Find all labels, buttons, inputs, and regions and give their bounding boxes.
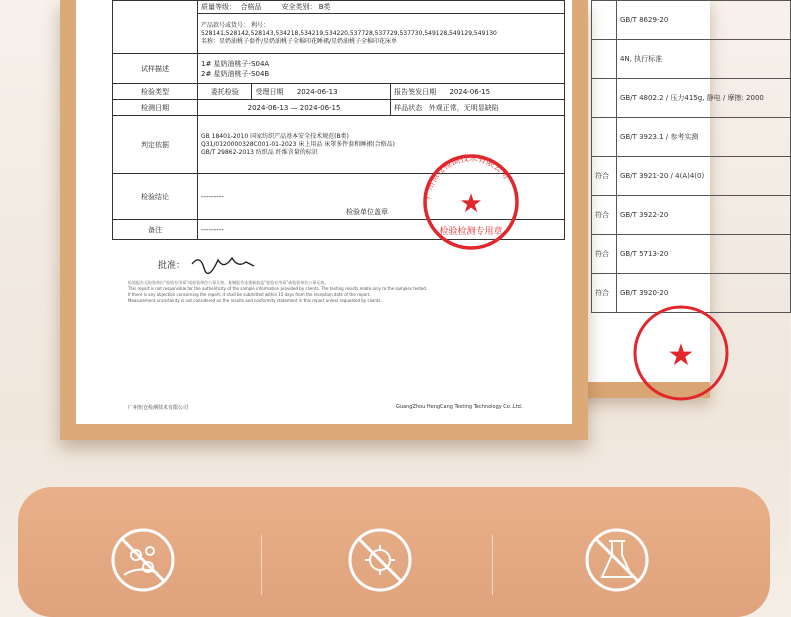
judgment-basis-cell: GB 18401-2010 国家纺织产品基本安全技术规范(B类) Q31/0120000328C001-01-2023 床上用品 床罩多件套和睡裙(合格品) GB/T 29862-2013 纺织品 纤维含量的标识 — [198, 116, 565, 174]
sample-description-cell: 1# 星奶油桃子-S04A 2# 星奶油桃子-S04B — [198, 54, 565, 84]
back-result-cell — [592, 40, 617, 79]
conclusion-label: 检验结论 — [113, 174, 198, 220]
judgment-basis-label: 判定依据 — [113, 116, 198, 174]
no-chemical-icon — [582, 525, 652, 595]
no-allergen-icon — [108, 525, 178, 595]
back-standard-cell: GB/T 5713-20 — [617, 235, 791, 274]
company-name-cn: 广州恒仓检测技术有限公司 — [128, 405, 189, 411]
inspection-type-value: 委托检验 — [198, 84, 252, 100]
back-standard-cell: GB/T 3920-20 — [617, 274, 791, 313]
back-standard-cell: GB/T 4802.2 / 压力415g, 静电 / 摩擦: 2000 — [617, 79, 791, 118]
fine-print: 检验报告无检验单位“检验专用章”或检验单位公章无效。复制报告未重新加盖“检验专用章”或检验单位公章无效。 This report is not responsible for the authenticity of the sample information provided by clients. The testing results relate only to the samples tested. If there is any objection concerning the report, it shall be submitted within 15 days from the reception date of the report. Measurement uncertainty is not considered on the results and conformity statement in this report unless requested by clients. — [128, 280, 428, 303]
remark-label: 备注 — [113, 220, 198, 240]
product-code-cell: 产品款号或货号： 利号：528141,528142,528143,534218,534219,534220,537728,537729,537730,549128,549129,549130 名称：星奶油桃子套件/星奶油桃子全棉印花睡裙/星奶油桃子全棉印花床单 — [198, 14, 565, 54]
conclusion-cell: --------- 检验单位盖章 — [198, 174, 565, 220]
back-result-cell: 符合 — [592, 274, 617, 313]
front-certificate-frame — [60, 0, 588, 440]
svg-text:★: ★ — [459, 189, 483, 219]
stamp-note: 检验单位盖章 — [346, 208, 388, 216]
certificate-paper — [76, 0, 572, 424]
back-result-cell — [592, 79, 617, 118]
approver-signature — [188, 250, 258, 274]
company-name-en: GuangZhou HengCang Testing Technology Co.,Ltd. — [396, 404, 523, 410]
quality-grade-cell: 质量等级： 合格品 安全类别： B类 — [198, 1, 565, 14]
back-result-table — [591, 0, 791, 313]
test-period-value: 2024-06-13 — 2024-06-15 — [198, 100, 391, 116]
back-result-cell — [592, 118, 617, 157]
svg-text:★: ★ — [667, 338, 695, 373]
approve-label: 批准： — [158, 261, 186, 271]
back-result-cell: 符合 — [592, 196, 617, 235]
product-label-cell — [113, 1, 198, 54]
remark-value: --------- — [198, 220, 565, 240]
panel-divider — [261, 535, 262, 595]
back-standard-cell: 4N, 执行标准 — [617, 40, 791, 79]
back-standard-cell: GB/T 3921-20 / 4(A)4(0) — [617, 157, 791, 196]
inspection-seal-stamp — [416, 150, 526, 250]
sample-description-label: 试样描述 — [113, 54, 198, 84]
received-date-cell: 受理日期 2024-06-13 — [252, 84, 391, 100]
panel-divider — [492, 535, 493, 595]
sample-status-cell: 样品状态 外观正常，无明显缺陷 — [391, 100, 565, 116]
back-result-cell: 符合 — [592, 235, 617, 274]
issue-date-cell: 报告签发日期 2024-06-15 — [391, 84, 565, 100]
no-virus-icon — [345, 525, 415, 595]
back-seal-stamp — [621, 295, 741, 405]
back-standard-cell: GB/T 3923.1 / 参考实测 — [617, 118, 791, 157]
back-standard-cell: GB/T 3922-20 — [617, 196, 791, 235]
test-period-label: 检测日期 — [113, 100, 198, 116]
back-result-cell — [592, 1, 617, 40]
svg-text:广州恒仓检测技术有限公司: 广州恒仓检测技术有限公司 — [422, 153, 511, 200]
back-result-cell: 符合 — [592, 157, 617, 196]
inspection-type-label: 检验类型 — [113, 84, 198, 100]
back-standard-cell: GB/T 8629-20 — [617, 1, 791, 40]
back-certificate-paper — [581, 0, 764, 382]
svg-text:检验检测专用章: 检验检测专用章 — [439, 227, 503, 237]
